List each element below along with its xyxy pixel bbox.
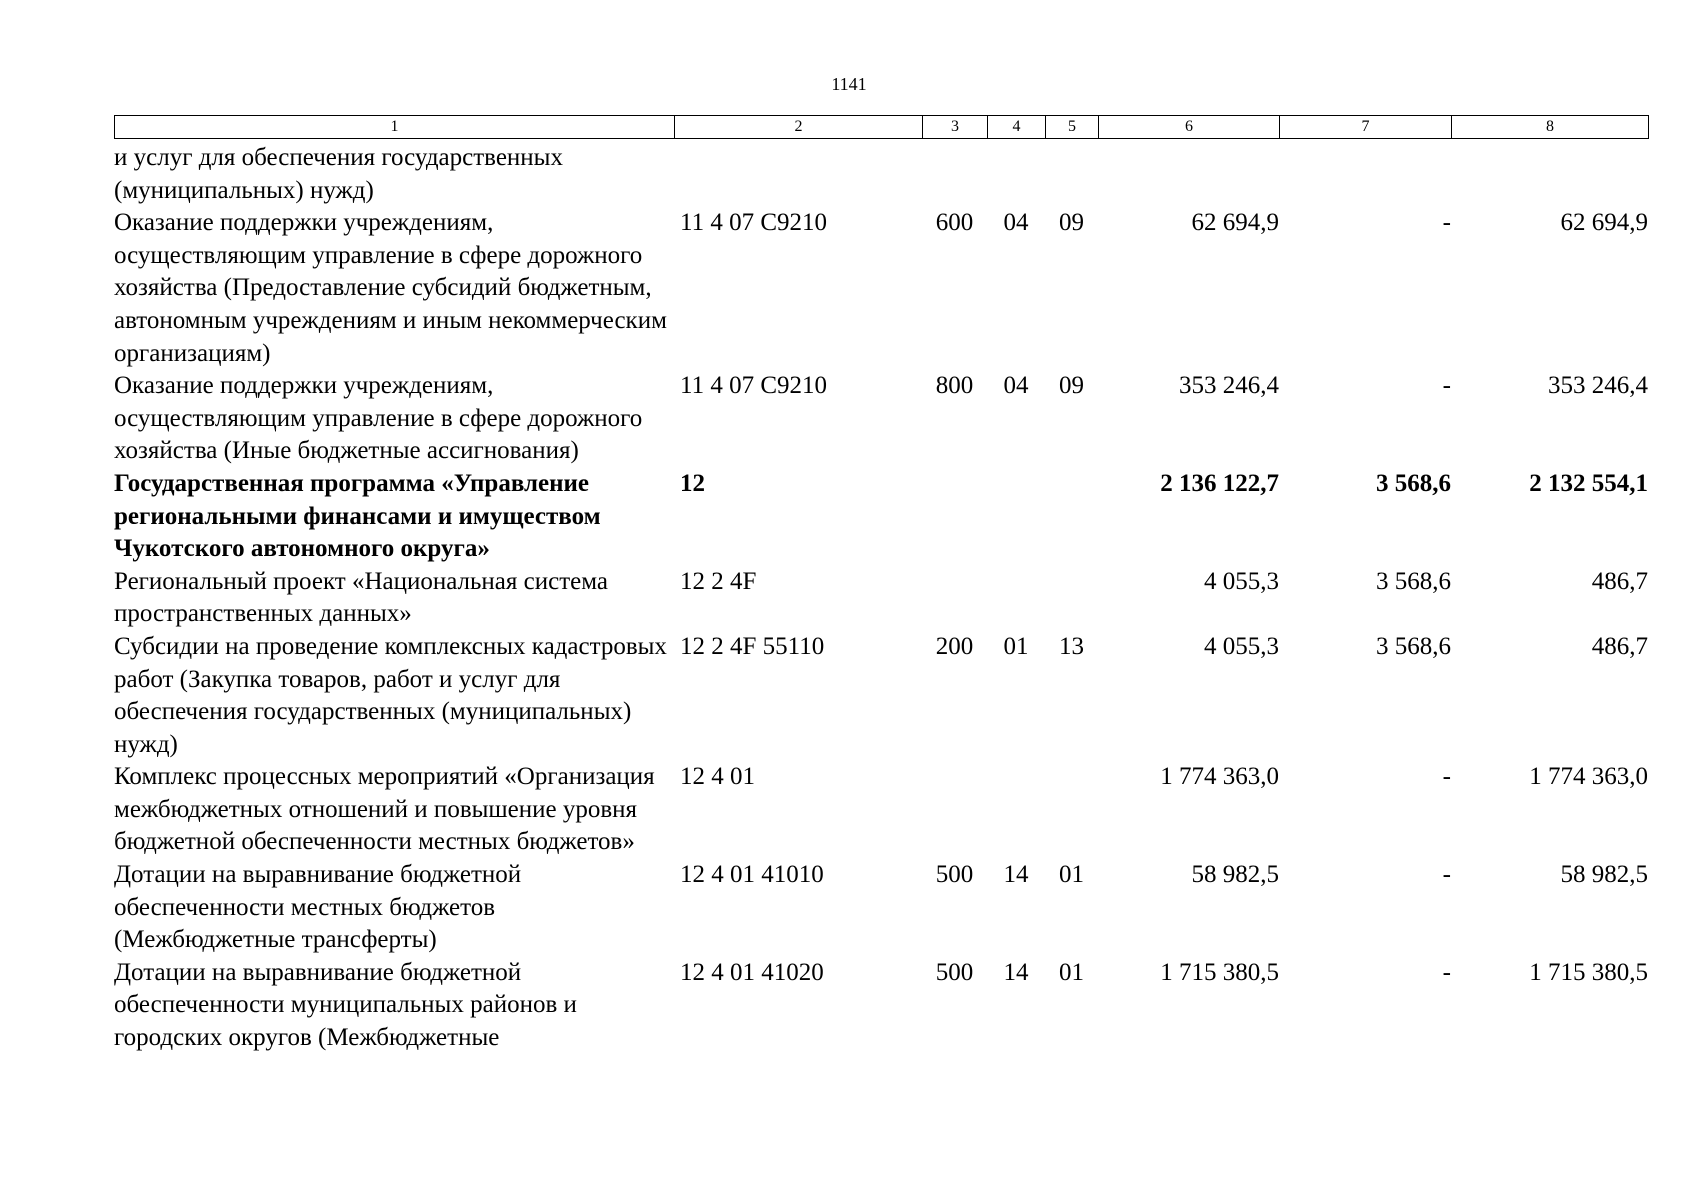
- column-header-4: 4: [988, 116, 1046, 139]
- column-header-2: 2: [675, 116, 923, 139]
- row-expense-type: [922, 566, 987, 631]
- row-expense-type: 800: [935, 372, 974, 400]
- row-subsection: [1045, 566, 1098, 631]
- row-expense-type: 500: [935, 958, 974, 986]
- row-section: [987, 761, 1045, 859]
- row-target-code: 12 4 01: [680, 763, 755, 791]
- row-target-code: 12 2 4F: [680, 567, 757, 595]
- row-subsection: 01: [1059, 958, 1084, 986]
- row-section: [987, 468, 1045, 566]
- row-federal-amount: -: [1442, 861, 1451, 889]
- row-subsection: 13: [1059, 632, 1084, 660]
- row-name: Комплекс процессных мероприятий «Организация межбюджетных отношений и повышение уровня бюджетной обеспеченности местных бюджетов»: [114, 763, 655, 856]
- column-header-6: 6: [1099, 116, 1280, 139]
- row-name: Дотации на выравнивание бюджетной обеспеченности местных бюджетов (Межбюджетные трансферты): [114, 861, 522, 954]
- row-subsection: [1045, 761, 1098, 859]
- table-row: [114, 142, 1648, 207]
- row-subsection: [1045, 468, 1098, 566]
- row-federal-amount: [1279, 142, 1451, 207]
- row-federal-amount: 3 568,6: [1376, 567, 1451, 595]
- table-row: [114, 370, 1648, 468]
- row-regional-amount: 2 132 554,1: [1529, 469, 1648, 497]
- row-section: 14: [1003, 861, 1029, 889]
- row-federal-amount: -: [1442, 763, 1451, 791]
- row-subsection: 09: [1059, 372, 1084, 400]
- row-regional-amount: 1 774 363,0: [1529, 763, 1648, 791]
- row-regional-amount: 486,7: [1591, 567, 1648, 595]
- row-target-code: 12 4 01 41010: [680, 861, 824, 889]
- column-header-3: 3: [923, 116, 988, 139]
- row-section: [987, 142, 1045, 207]
- row-expense-type: 600: [935, 209, 974, 237]
- row-federal-amount: 3 568,6: [1376, 469, 1451, 497]
- row-name: Оказание поддержки учреждениям, осуществляющим управление в сфере дорожного хозяйства (Предоставление субсидий бюджетным, автономным учреждениям и иным некоммерческим организациям): [114, 209, 667, 367]
- table-row: [114, 566, 1648, 631]
- row-regional-amount: 62 694,9: [1560, 209, 1648, 237]
- row-regional-amount: 486,7: [1591, 632, 1648, 660]
- column-header-7: 7: [1280, 116, 1452, 139]
- row-total-amount: 353 246,4: [1179, 372, 1279, 400]
- row-federal-amount: 3 568,6: [1376, 632, 1451, 660]
- row-target-code: 12: [680, 469, 705, 497]
- budget-table: [114, 142, 1648, 1055]
- column-header-8: 8: [1452, 116, 1649, 139]
- row-total-amount: 1 715 380,5: [1160, 958, 1279, 986]
- row-regional-amount: 353 246,4: [1548, 372, 1648, 400]
- column-header-5: 5: [1046, 116, 1099, 139]
- page-number: 1141: [831, 74, 867, 94]
- row-target-code: 11 4 07 С9210: [680, 372, 827, 400]
- row-name: Государственная программа «Управление региональными финансами и имуществом Чукотского автономного округа»: [114, 469, 601, 563]
- table-row: [114, 761, 1648, 859]
- row-target-code: 12 4 01 41020: [680, 958, 824, 986]
- row-subsection: 09: [1059, 209, 1084, 237]
- row-federal-amount: -: [1442, 372, 1451, 400]
- row-total-amount: 58 982,5: [1191, 861, 1279, 889]
- row-subsection: [1045, 142, 1098, 207]
- row-expense-type: 500: [935, 861, 974, 889]
- row-section: 04: [1003, 372, 1029, 400]
- row-federal-amount: -: [1442, 209, 1451, 237]
- row-name: Дотации на выравнивание бюджетной обеспеченности муниципальных районов и городских округов (Межбюджетные: [114, 958, 577, 1052]
- row-total-amount: 4 055,3: [1204, 632, 1279, 660]
- row-expense-type: [922, 468, 987, 566]
- row-subsection: 01: [1059, 861, 1084, 889]
- row-regional-amount: [1451, 142, 1648, 207]
- row-section: 04: [1003, 209, 1029, 237]
- row-total-amount: [1098, 142, 1279, 207]
- row-total-amount: 62 694,9: [1191, 209, 1279, 237]
- column-header-table: [114, 115, 1649, 139]
- column-header-row: [115, 116, 1649, 139]
- row-expense-type: 200: [935, 632, 974, 660]
- table-row: [114, 631, 1648, 761]
- row-total-amount: 1 774 363,0: [1160, 763, 1279, 791]
- row-federal-amount: -: [1442, 958, 1451, 986]
- row-regional-amount: 1 715 380,5: [1529, 958, 1648, 986]
- row-target-code: 12 2 4F 55110: [680, 632, 825, 660]
- row-name: и услуг для обеспечения государственных (муниципальных) нужд): [114, 144, 563, 204]
- row-expense-type: [922, 761, 987, 859]
- row-expense-type: [922, 142, 987, 207]
- row-target-code: 11 4 07 С9210: [680, 209, 827, 237]
- row-regional-amount: 58 982,5: [1560, 861, 1648, 889]
- table-row: [114, 207, 1648, 370]
- row-total-amount: 4 055,3: [1204, 567, 1279, 595]
- row-name: Субсидии на проведение комплексных кадастровых работ (Закупка товаров, работ и услуг для обеспечения государственных (муниципальных) нужд): [114, 632, 667, 758]
- table-row: [114, 468, 1648, 566]
- row-total-amount: 2 136 122,7: [1160, 469, 1279, 497]
- table-row: [114, 957, 1648, 1055]
- row-name: Оказание поддержки учреждениям, осуществляющим управление в сфере дорожного хозяйства (Иные бюджетные ассигнования): [114, 372, 643, 465]
- column-header-1: 1: [115, 116, 675, 139]
- row-section: 14: [1003, 958, 1029, 986]
- row-target-code: [674, 142, 922, 207]
- table-row: [114, 859, 1648, 957]
- row-name: Региональный проект «Национальная система пространственных данных»: [114, 567, 608, 628]
- row-section: [987, 566, 1045, 631]
- row-section: 01: [1003, 632, 1029, 660]
